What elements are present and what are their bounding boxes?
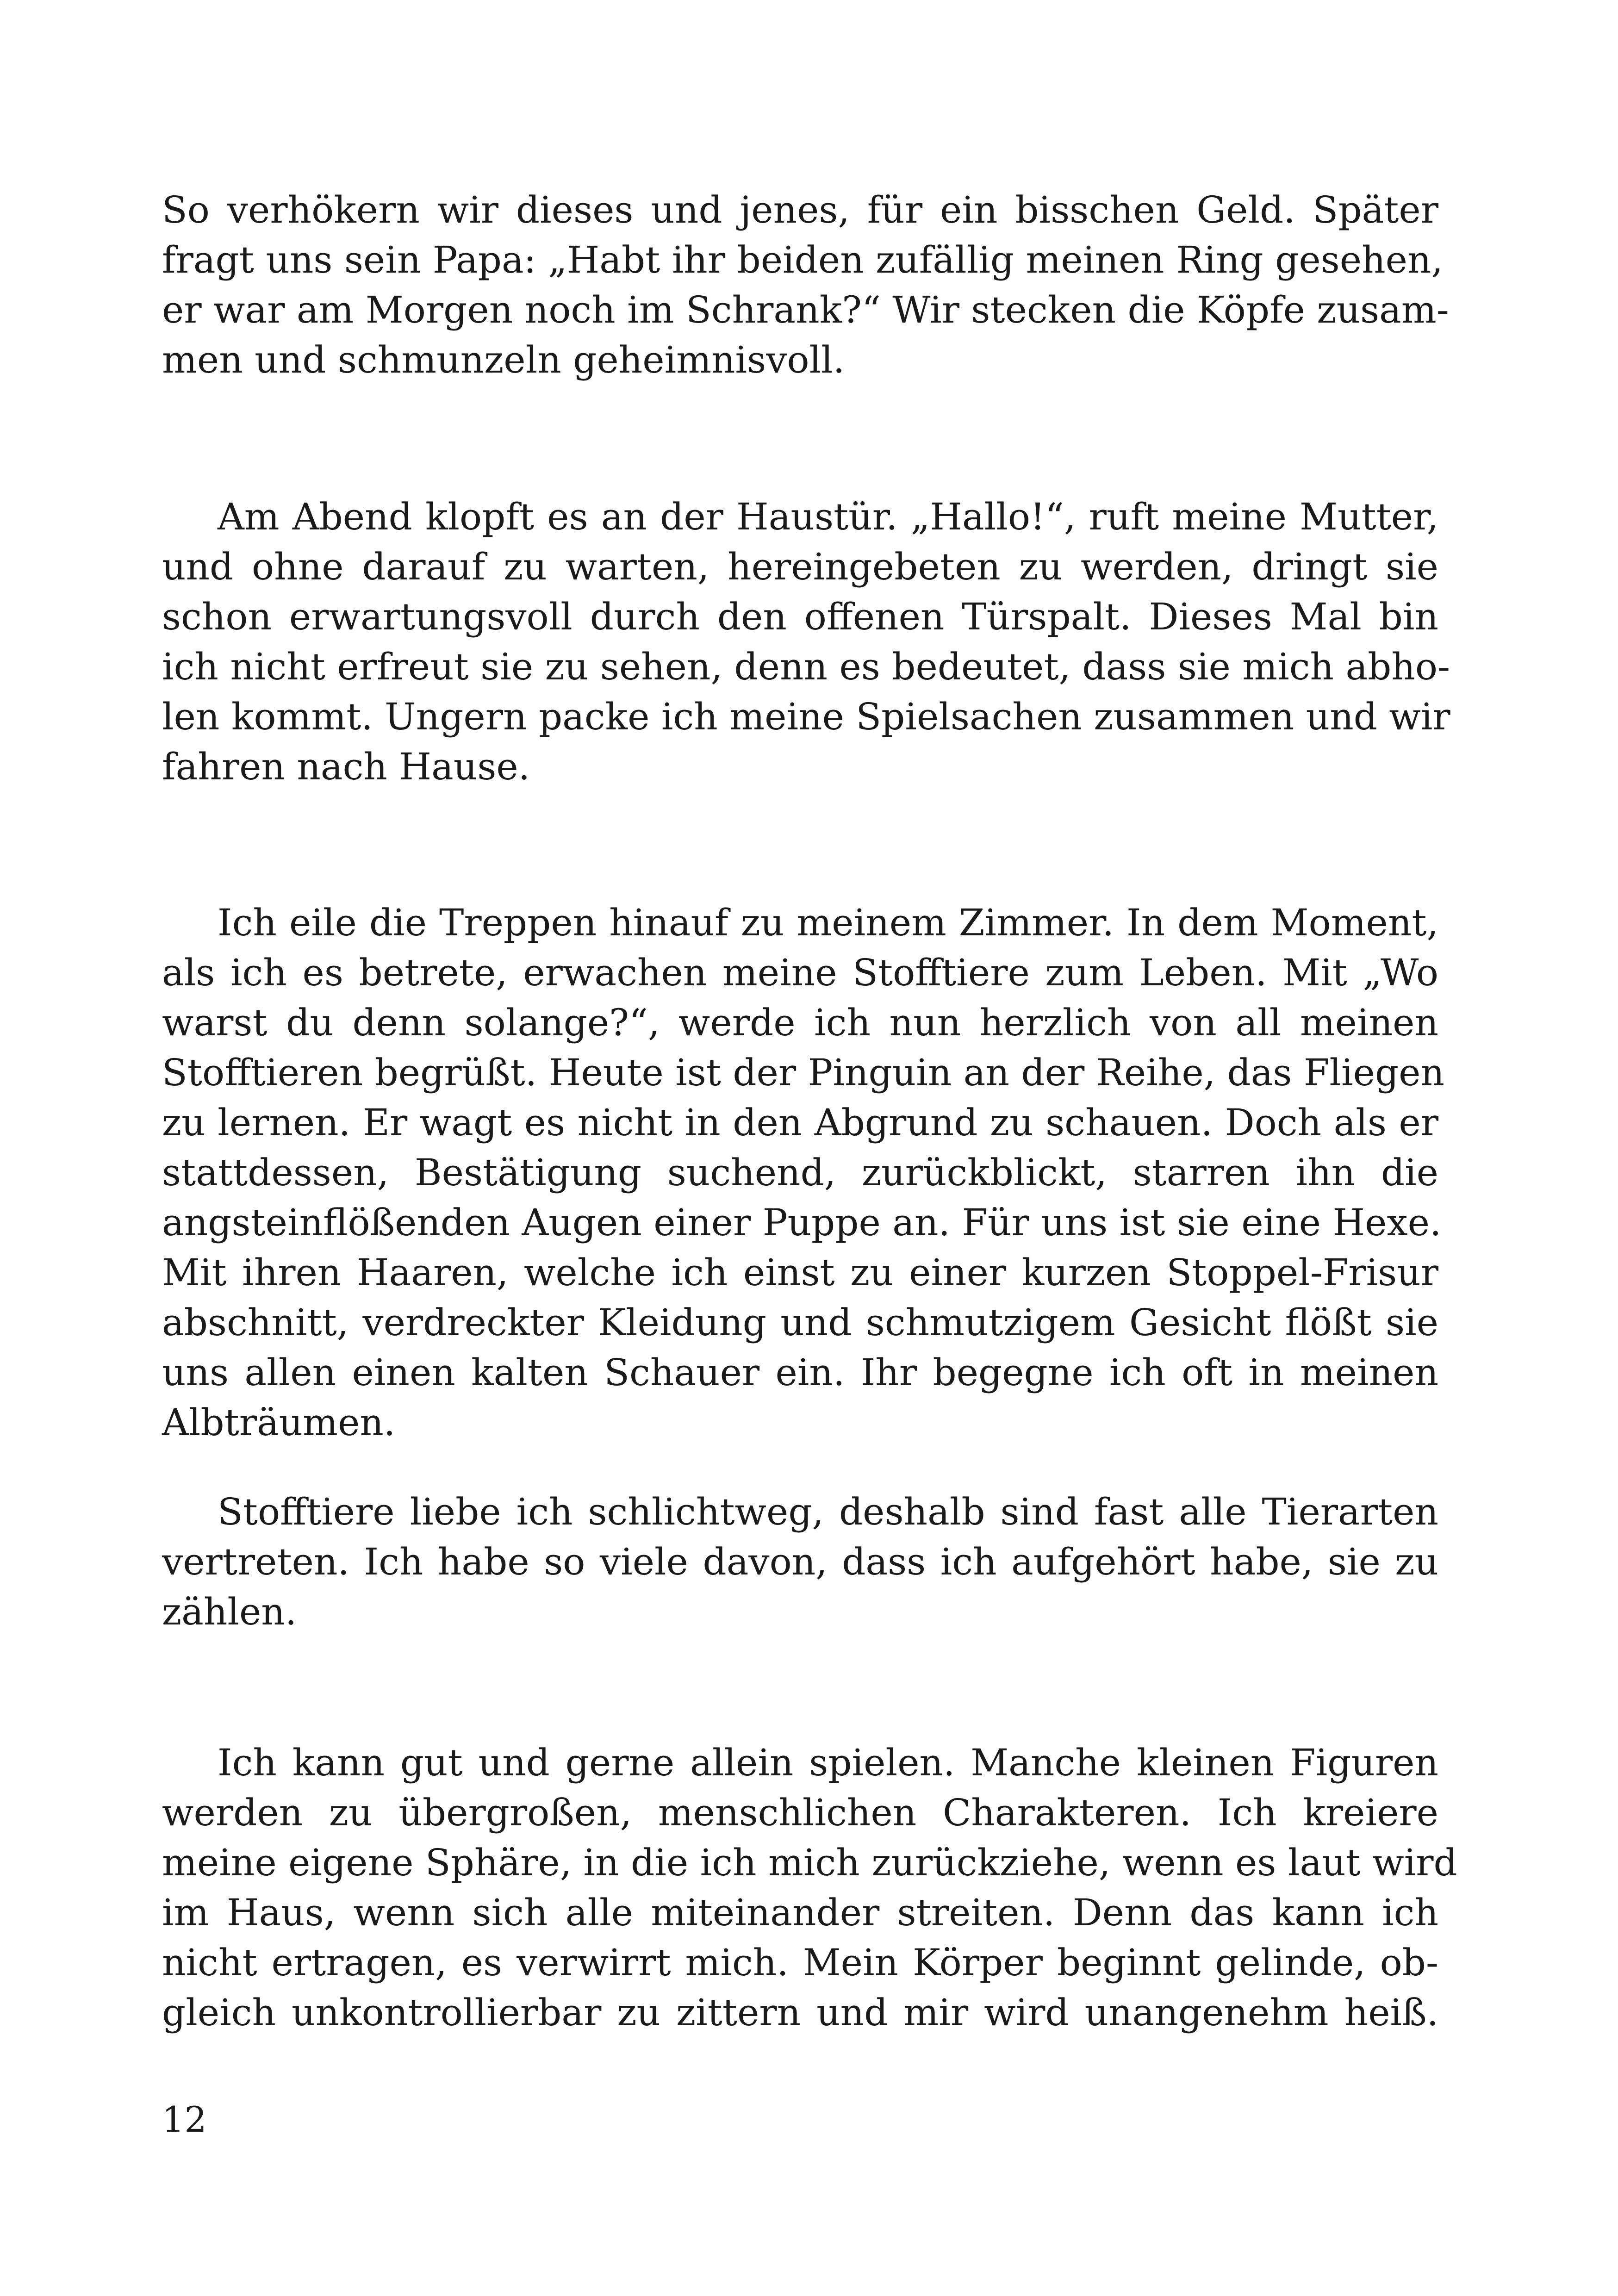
paragraph-2-line-4: ich nicht erfreut sie zu sehen, denn es bedeutet, dass sie mich abho- xyxy=(162,645,1450,688)
paragraph-2 xyxy=(162,492,1450,792)
paragraph-2-line-2: und ohne darauf zu warten, hereingebeten zu werden, dringt sie xyxy=(162,545,1438,588)
paragraph-1 xyxy=(162,185,1449,385)
paragraph-4-line-1: Stofftiere liebe ich schlichtweg, deshalb sind fast alle Tierarten xyxy=(218,1490,1438,1533)
paragraph-4-line-3: zählen. xyxy=(162,1590,297,1633)
paragraph-4 xyxy=(162,1487,1438,1637)
paragraph-1-line-3: er war am Morgen noch im Schrank?“ Wir stecken die Köpfe zusam- xyxy=(162,288,1449,331)
paragraph-3-line-6: stattdessen, Bestätigung suchend, zurückblickt, starren ihn die xyxy=(162,1151,1438,1194)
paragraph-3-line-7: angsteinflößenden Augen einer Puppe an. Für uns ist sie eine Hexe. xyxy=(162,1201,1442,1244)
paragraph-5 xyxy=(162,1738,1457,2038)
paragraph-5-line-3: meine eigene Sphäre, in die ich mich zurückziehe, wenn es laut wird xyxy=(162,1841,1457,1884)
paragraph-3-line-11: Albträumen. xyxy=(162,1401,396,1444)
paragraph-5-line-2: werden zu übergroßen, menschlichen Charakteren. Ich kreiere xyxy=(162,1791,1438,1834)
paragraph-2-line-1: Am Abend klopft es an der Haustür. „Hallo!“, ruft meine Mutter, xyxy=(218,495,1438,538)
paragraph-3-line-8: Mit ihren Haaren, welche ich einst zu einer kurzen Stoppel-Frisur xyxy=(162,1251,1438,1294)
paragraph-1-line-2: fragt uns sein Papa: „Habt ihr beiden zufällig meinen Ring gesehen, xyxy=(162,238,1443,281)
paragraph-1-line-1: So verhökern wir dieses und jenes, für ein bisschen Geld. Später xyxy=(162,188,1438,231)
paragraph-3-line-1: Ich eile die Treppen hinauf zu meinem Zimmer. In dem Moment, xyxy=(218,901,1438,944)
paragraph-3-line-10: uns allen einen kalten Schauer ein. Ihr begegne ich oft in meinen xyxy=(162,1351,1438,1394)
paragraph-3-line-3: warst du denn solange?“, werde ich nun herzlich von all meinen xyxy=(162,1001,1438,1044)
paragraph-5-line-6: gleich unkontrollierbar zu zittern und mir wird unangenehm heiß. xyxy=(162,1991,1438,2034)
paragraph-5-line-1: Ich kann gut und gerne allein spielen. Manche kleinen Figuren xyxy=(218,1741,1438,1784)
paragraph-5-line-4: im Haus, wenn sich alle miteinander streiten. Denn das kann ich xyxy=(162,1891,1438,1934)
paragraph-5-line-5: nicht ertragen, es verwirrt mich. Mein Körper beginnt gelinde, ob- xyxy=(162,1941,1438,1984)
paragraph-3-line-4: Stofftieren begrüßt. Heute ist der Pinguin an der Reihe, das Fliegen xyxy=(162,1051,1445,1094)
paragraph-1-line-4: men und schmunzeln geheimnisvoll. xyxy=(162,338,845,381)
paragraph-4-line-2: vertreten. Ich habe so viele davon, dass ich aufgehört habe, sie zu xyxy=(162,1540,1438,1583)
paragraph-3-line-5: zu lernen. Er wagt es nicht in den Abgrund zu schauen. Doch als er xyxy=(162,1101,1438,1144)
paragraph-2-line-6: fahren nach Hause. xyxy=(162,745,530,788)
page-number: 12 xyxy=(162,2099,207,2140)
paragraph-3 xyxy=(162,898,1445,1448)
paragraph-2-line-5: len kommt. Ungern packe ich meine Spielsachen zusammen und wir xyxy=(162,695,1450,738)
paragraph-2-line-3: schon erwartungsvoll durch den offenen Türspalt. Dieses Mal bin xyxy=(162,595,1438,638)
paragraph-3-line-9: abschnitt, verdreckter Kleidung und schmutzigem Gesicht flößt sie xyxy=(162,1301,1438,1344)
paragraph-3-line-2: als ich es betrete, erwachen meine Stofftiere zum Leben. Mit „Wo xyxy=(162,951,1438,994)
